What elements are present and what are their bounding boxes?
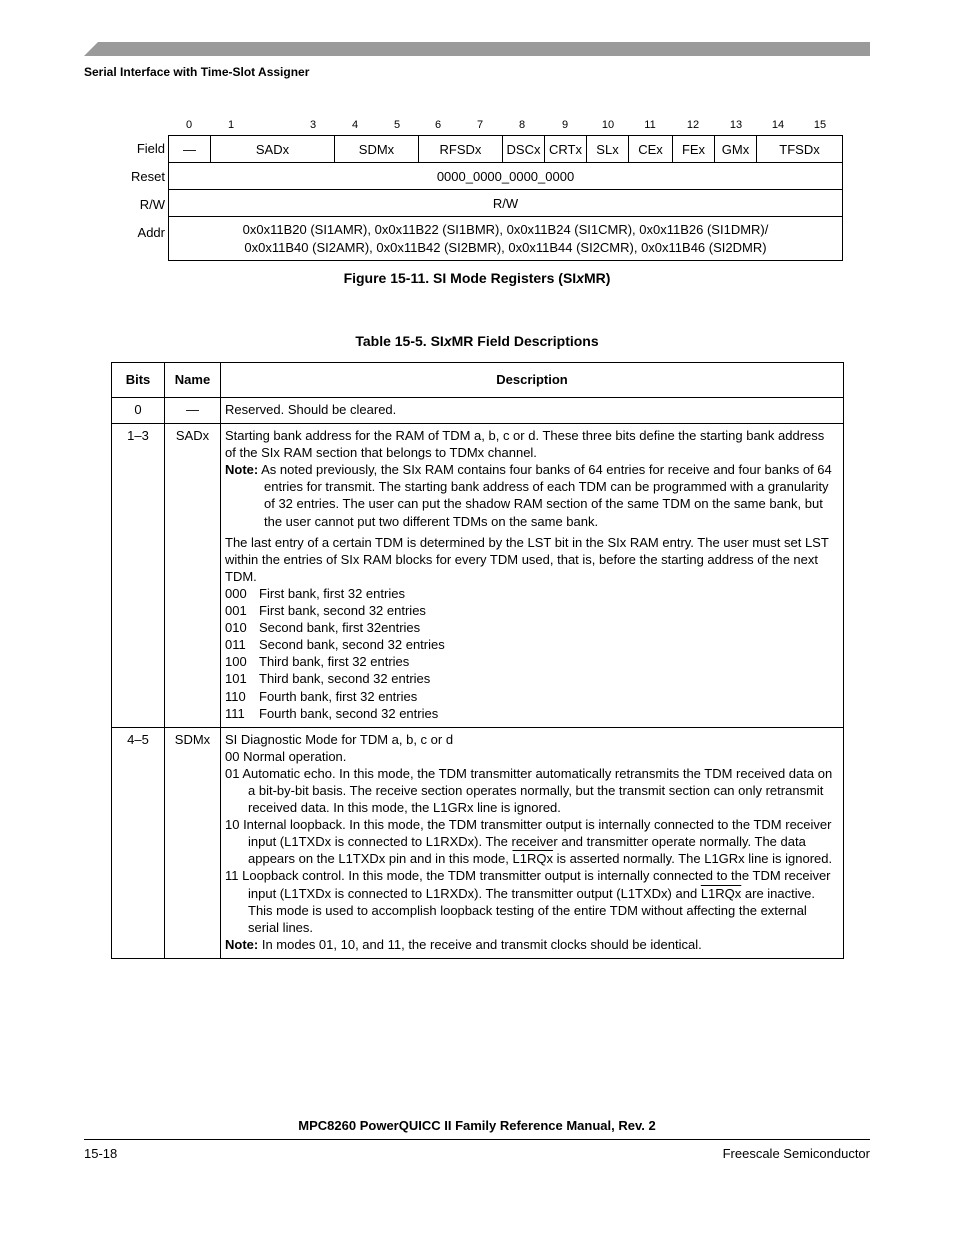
note xyxy=(225,936,837,953)
encoding-list xyxy=(225,585,837,722)
field-sadx: SADx xyxy=(211,136,335,163)
field-gmx: GMx xyxy=(715,136,757,163)
note-text: In modes 01, 10, and 11, the receive and transmit clocks should be identical. xyxy=(261,936,702,952)
header-description: Description xyxy=(221,363,844,398)
field-dscx: DSCx xyxy=(503,136,545,163)
mode-item: 01 Automatic echo. In this mode, the TDM transmitter automatically retransmits the TDM received data on a bit-by-bit basis. The receive section operates normally, but the transmit section can only retransmit received data. In this mode, the L1GRx line is ignored. xyxy=(225,765,833,816)
encoding-item: 110 Fourth bank, first 32 entries xyxy=(225,688,418,704)
running-head: Serial Interface with Time-Slot Assigner xyxy=(84,65,310,79)
row-bits: 1–3 xyxy=(112,424,165,728)
footer-title: MPC8260 PowerQUICC II Family Reference Manual, Rev. 2 xyxy=(298,1118,656,1133)
bit-number: 3 xyxy=(309,119,317,131)
note-text: As noted previously, the SIx RAM contains four banks of 64 entries for receive and four banks of 64 entries for transmit. The starting bank address of each TDM can be programmed with a granularity of 32 entries. The user can put the shadow RAM section of the same TDM on the same bank, but the user cannot put two different TDMs on the same bank. xyxy=(261,462,832,529)
bit-number: 6 xyxy=(434,119,442,131)
bit-number: 10 xyxy=(601,119,615,131)
row-description xyxy=(221,727,844,958)
table-header-row xyxy=(112,363,844,398)
header-name: Name xyxy=(165,363,221,398)
field-tfsdx: TFSDx xyxy=(757,136,843,163)
field-crtx: CRTx xyxy=(545,136,587,163)
row-bits: 4–5 xyxy=(112,727,165,958)
signal-l1rq: L1RQx xyxy=(700,885,742,901)
address-line: 0x0x11B40 (SI2AMR), 0x0x11B42 (SI2BMR), 0x0x11B44 (SI2CMR), 0x0x11B46 (SI2DMR) xyxy=(244,239,767,255)
row-name: SDMx xyxy=(165,727,221,958)
bit-number: 14 xyxy=(771,119,785,131)
footer-rule xyxy=(84,1139,870,1140)
header-bar xyxy=(84,42,870,56)
mode-item: 00 Normal operation. xyxy=(225,748,347,764)
row-name: SADx xyxy=(165,424,221,728)
encoding-item: 001 First bank, second 32 entries xyxy=(225,603,426,619)
table-row xyxy=(112,424,844,728)
row-bits: 0 xyxy=(112,398,165,424)
field-slx: SLx xyxy=(587,136,629,163)
row-name: — xyxy=(165,398,221,424)
encoding-item: 010 Second bank, first 32entries xyxy=(225,620,421,636)
rw-value: R/W xyxy=(169,190,843,217)
bit-number: 1 xyxy=(227,119,235,131)
bit-number: 12 xyxy=(686,119,700,131)
encoding-item: 101 Third bank, second 32 entries xyxy=(225,671,431,687)
note-label: Note: xyxy=(225,462,259,478)
mode-item: 11 Loopback control. In this mode, the TDM transmitter output is internally connected to the TDM receiver input (L1TXDx is connected to L1RXDx). The transmitter output (L1TXDx) and L1RQx are inactive. This mode is used to accomplish loopback testing of the entire TDM without affecting the external serial lines. xyxy=(225,868,831,935)
company-name: Freescale Semiconductor xyxy=(722,1146,870,1161)
row-label-rw: R/W xyxy=(139,197,165,212)
description-paragraph: The last entry of a certain TDM is determined by the LST bit in the SIx RAM entry. The user must set LST within the entries of SIx RAM blocks for every TDM used, that is, before the starting address of the next TDM. xyxy=(225,534,829,584)
field-rfsdx: RFSDx xyxy=(419,136,503,163)
bit-number: 11 xyxy=(644,119,656,131)
register-diagram xyxy=(168,135,843,261)
bit-number: 0 xyxy=(185,119,193,131)
page-number: 15-18 xyxy=(84,1146,118,1161)
encoding-item: 000 First bank, first 32 entries xyxy=(225,585,405,601)
description-paragraph: SI Diagnostic Mode for TDM a, b, c or d xyxy=(225,731,454,747)
header-bits: Bits xyxy=(112,363,165,398)
row-label-field: Field xyxy=(136,141,165,156)
table-row xyxy=(112,398,844,424)
encoding-item: 100 Third bank, first 32 entries xyxy=(225,654,410,670)
bit-numbers xyxy=(0,119,954,133)
field-fex: FEx xyxy=(673,136,715,163)
row-label-reset: Reset xyxy=(131,169,165,184)
bit-number: 9 xyxy=(561,119,569,131)
reset-value: 0000_0000_0000_0000 xyxy=(169,163,843,190)
field-reserved: — xyxy=(169,136,211,163)
bit-number: 8 xyxy=(518,119,526,131)
description-paragraph: Starting bank address for the RAM of TDM a, b, c or d. These three bits define the starting bank address of the SIx RAM section that belongs to TDMx channel. xyxy=(225,428,825,461)
bit-number: 15 xyxy=(813,119,827,131)
bit-number: 13 xyxy=(729,119,743,131)
signal-l1rq: L1RQx xyxy=(512,851,553,867)
field-cex: CEx xyxy=(629,136,673,163)
address-cell xyxy=(169,217,843,261)
bit-number: 5 xyxy=(393,119,401,131)
bit-number: 4 xyxy=(351,119,359,131)
note xyxy=(225,461,837,529)
figure-caption: Figure 15-11. SI Mode Registers (SIxMR) xyxy=(343,270,611,286)
field-sdmx: SDMx xyxy=(335,136,419,163)
table-caption: Table 15-5. SIxMR Field Descriptions xyxy=(355,333,599,349)
field-description-table xyxy=(111,362,844,959)
bit-number: 7 xyxy=(476,119,484,131)
encoding-item: 111 Fourth bank, second 32 entries xyxy=(225,705,439,721)
table-row xyxy=(112,727,844,958)
row-description xyxy=(221,424,844,728)
encoding-item: 011 Second bank, second 32 entries xyxy=(225,637,445,653)
row-label-addr: Addr xyxy=(137,225,165,240)
mode-item: 10 Internal loopback. In this mode, the TDM transmitter output is internally connected to the TDM receiver input (L1TXDx is connected to L1RXDx). The receiver and transmitter operate normally. The data appears on the L1TXDx pin and in this mode, L1RQx is asserted normally. The L1GRx line is ignored. xyxy=(225,817,833,867)
address-line: 0x0x11B20 (SI1AMR), 0x0x11B22 (SI1BMR), 0x0x11B24 (SI1CMR), 0x0x11B26 (SI1DMR)/ xyxy=(242,221,769,237)
row-description: Reserved. Should be cleared. xyxy=(221,398,844,424)
note-label: Note: xyxy=(225,936,259,952)
